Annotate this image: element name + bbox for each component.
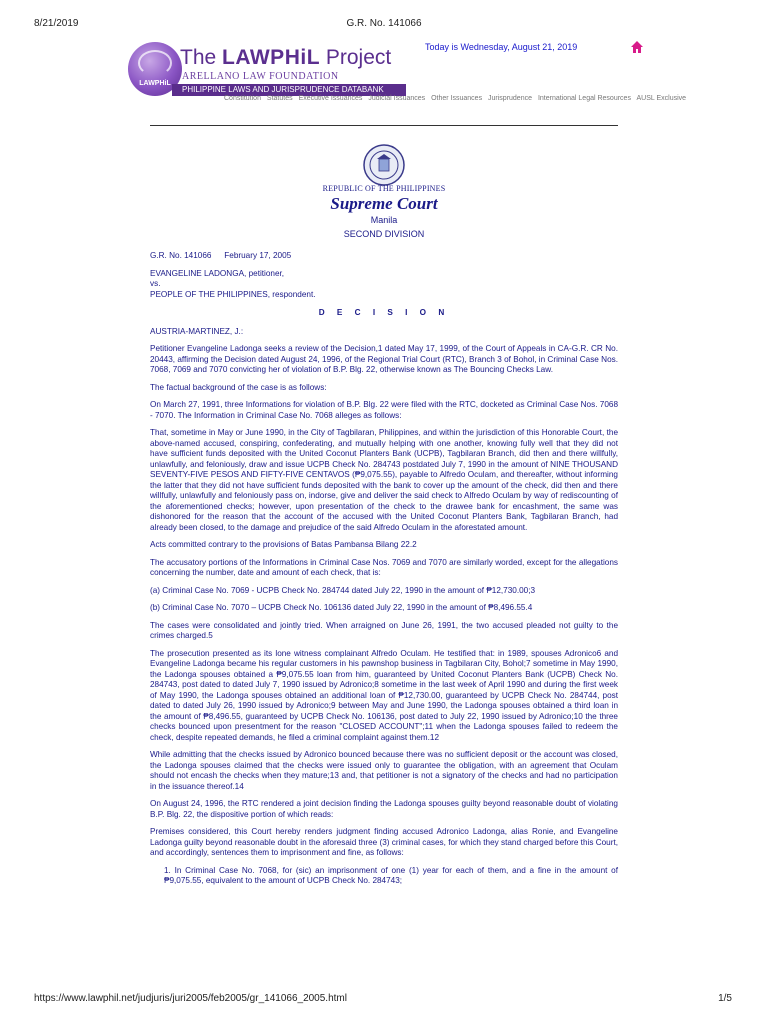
paragraph-quoted: That, sometime in May or June 1990, in the City of Tagbilaran, Philippines, and within the jurisdiction of this Honorable Court, the above-named accused, conspiring, confederating, and mutually helping with one another, knowing fully well that they did not have sufficient funds deposited with the United Coconut Planters Bank (UCPB), Tagbilaran Branch, did then and there willfully, unlawfully, and feloniously, draw and issue UCPB Check No. 284743 postdated July 7, 1990 in the amount of NINE THOUSAND SEVENTY-FIVE PESOS AND FIFTY-FIVE CENTAVOS (₱9,075.55), payable to Alfredo Oculam, and thereafter, without informing the latter that they did not have sufficient funds deposited with the bank to cover up the amount of the check, did then and there willfully, unlawfully and feloniously pass on, indorse, give and deliver the said check to Alfredo Oculam by way of rediscounting of the aforementioned checks; however, upon presentation of the check to the drawee bank for encashment, the same was dishonored for the reason that the account of the accused with the United Coconut Planters Bank, Tagbilaran Branch, had already been closed, to the damage and prejudice of the said Alfredo Oculam in the aforestated amount. [150,428,618,532]
paragraph: The factual background of the case is as follows: [150,382,327,392]
court-city: Manila [370,215,398,225]
paragraph: The accusatory portions of the Informations in Criminal Case Nos. 7069 and 7070 are similarly worded, except for the allegations concerning the number, date and amount of each check, that is: [150,557,618,577]
paragraph: (a) Criminal Case No. 7069 - UCPB Check No. 284744 dated July 22, 1990 in the amount of ₱12,730.00;3 [150,585,536,595]
print-url: https://www.lawphil.net/judjuris/juri2005/feb2005/gr_141066_2005.html [34,993,347,1004]
nav-link-ausl-exclusive[interactable]: AUSL Exclusive [636,95,687,102]
paragraph: On March 27, 1991, three Informations for violation of B.P. Blg. 22 were filed with the RTC, docketed as Criminal Case Nos. 7068 - 7070. The Information in Criminal Case No. 7068 alleges as follows: [150,400,618,420]
decision-heading: D E C I S I O N [318,308,450,317]
nav-link-international-legal-resources[interactable]: International Legal Resources [537,95,631,102]
paragraph: Acts committed contrary to the provisions of Batas Pambansa Bilang 22.2 [150,540,417,549]
list-item: 1. In Criminal Case No. 7068, for (sic) an imprisonment of one (1) year for each of them, and a fine in the amount of ₱9,075.55, equivalent to the amount of UCPB Check No. 284743; [164,865,618,885]
print-page-number: 1/5 [718,993,732,1004]
respondent: PEOPLE OF THE PHILIPPINES, respondent. [150,289,316,299]
decision-body [150,251,618,894]
nav-link-other-issuances[interactable]: Other Issuances [431,95,483,102]
paragraph: On August 24, 1996, the RTC rendered a joint decision finding the Ladonga spouses guilty beyond reasonable doubt of violating B.P. Blg. 22, the dispositive portion of which reads: [150,799,618,819]
paragraph: (b) Criminal Case No. 7070 – UCPB Check No. 106136 dated July 22, 1990 in the amount of ₱8,496.55.4 [150,603,533,612]
print-date: 8/21/2019 [34,18,79,29]
site-title [180,46,391,70]
petitioner: EVANGELINE LADONGA, petitioner, [150,268,285,278]
paragraph: Petitioner Evangeline Ladonga seeks a review of the Decision,1 dated May 17, 1999, of the Court of Appeals in CA-G.R. CR No. 20443, affirming the Decision dated August 24, 1996, of the Regional Trial Court (RTC), Branch 3 of Bohol, in Criminal Case Nos. 7068, 7069 and 7070 convicting her of violation of B.P. Blg. 22, otherwise known as The Bouncing Checks Law. [150,344,618,374]
logo-emblem-text: LAWPHiL [139,80,171,87]
court-name: Supreme Court [330,194,438,213]
case-number: G.R. No. 141066 [150,251,212,260]
print-title: G.R. No. 141066 [346,18,422,29]
nav-link-judicial-issuances[interactable]: Judicial Issuances [368,95,426,102]
lawphil-logo[interactable] [128,42,428,98]
paragraph: The cases were consolidated and jointly tried. When arraigned on June 26, 1991, the two accused pleaded not guilty to the crimes charged.5 [150,620,618,640]
site-tagline-bar: PHILIPPINE LAWS AND JURISPRUDENCE DATABANK [172,84,406,96]
home-icon[interactable] [630,40,644,54]
republic-label: REPUBLIC OF THE PHILIPPINES [322,184,446,193]
today-date: Today is Wednesday, August 21, 2019 [425,42,578,52]
paragraph-quoted: Premises considered, this Court hereby renders judgment finding accused Adronico Ladonga, alias Ronie, and Evangeline Ladonga guilty beyond reasonable doubt in the aforesaid three (3) criminal cases, for which they stand charged before this Court, and accordingly, sentences them to imprisonment and fine, as follows: [150,827,618,857]
nav-link-jurisprudence[interactable]: Jurisprudence [488,95,532,102]
supreme-court-seal-icon [362,143,406,187]
versus: vs. [150,279,161,288]
nav-link-constitution[interactable]: Constitution [224,95,261,102]
paragraph: The prosecution presented as its lone witness complainant Alfredo Oculam. He testified that: in 1989, spouses Adronico6 and Evangeline Ladonga became his regular customers in his pawnshop business in Tagbilaran City, Bohol;7 sometime in May 1990, the Ladonga spouses obtained a ₱9,075.55 loan from him, guaranteed by United Coconut Planters Bank (UCPB) Check No. 284743, post dated to dated July 7, 1990 issued by Adronico;8 sometime in the last week of April 1990 and during the first week of May 1990, the Ladonga spouses obtained an additional loan of ₱12,730.00, guaranteed by UCPB Check No. 284744, post dated to dated July 26, 1990 issued by Adronico;9 between May and June 1990, the Ladonga spouses obtained a third loan in the amount of ₱8,496.55, guaranteed by UCPB Check No. 106136, post dated to July 22, 1990 issued by Adronico;10 the three checks bounced upon presentment for the reason "CLOSED ACCOUNT";11 when the Ladonga spouses failed to redeem the check, despite repeated demands, he filed a criminal complaint against them.12 [150,648,618,742]
site-subtitle: ARELLANO LAW FOUNDATION [182,71,339,82]
title-suffix: Project [320,46,392,69]
title-bold: LAWPHiL [222,46,321,69]
case-date: February 17, 2005 [224,251,292,260]
paragraph: While admitting that the checks issued by Adronico bounced because there was no sufficient deposit or the account was closed, the Ladonga spouses claimed that the checks were issued only to guarantee the obligation, with an agreement that Oculam should not encash the checks when they mature;13 and, that petitioner is not a signatory of the checks and had no participation in the issuance thereof.14 [150,750,618,791]
nav-link-statutes[interactable]: Statutes [266,95,293,102]
top-nav [224,95,690,102]
ponente: AUSTRIA-MARTINEZ, J.: [150,326,244,336]
title-prefix: The [180,46,223,69]
header-divider [150,125,618,126]
nav-link-executive-issuances[interactable]: Executive Issuances [298,95,363,102]
case-header [150,251,618,262]
court-division: SECOND DIVISION [343,229,425,239]
